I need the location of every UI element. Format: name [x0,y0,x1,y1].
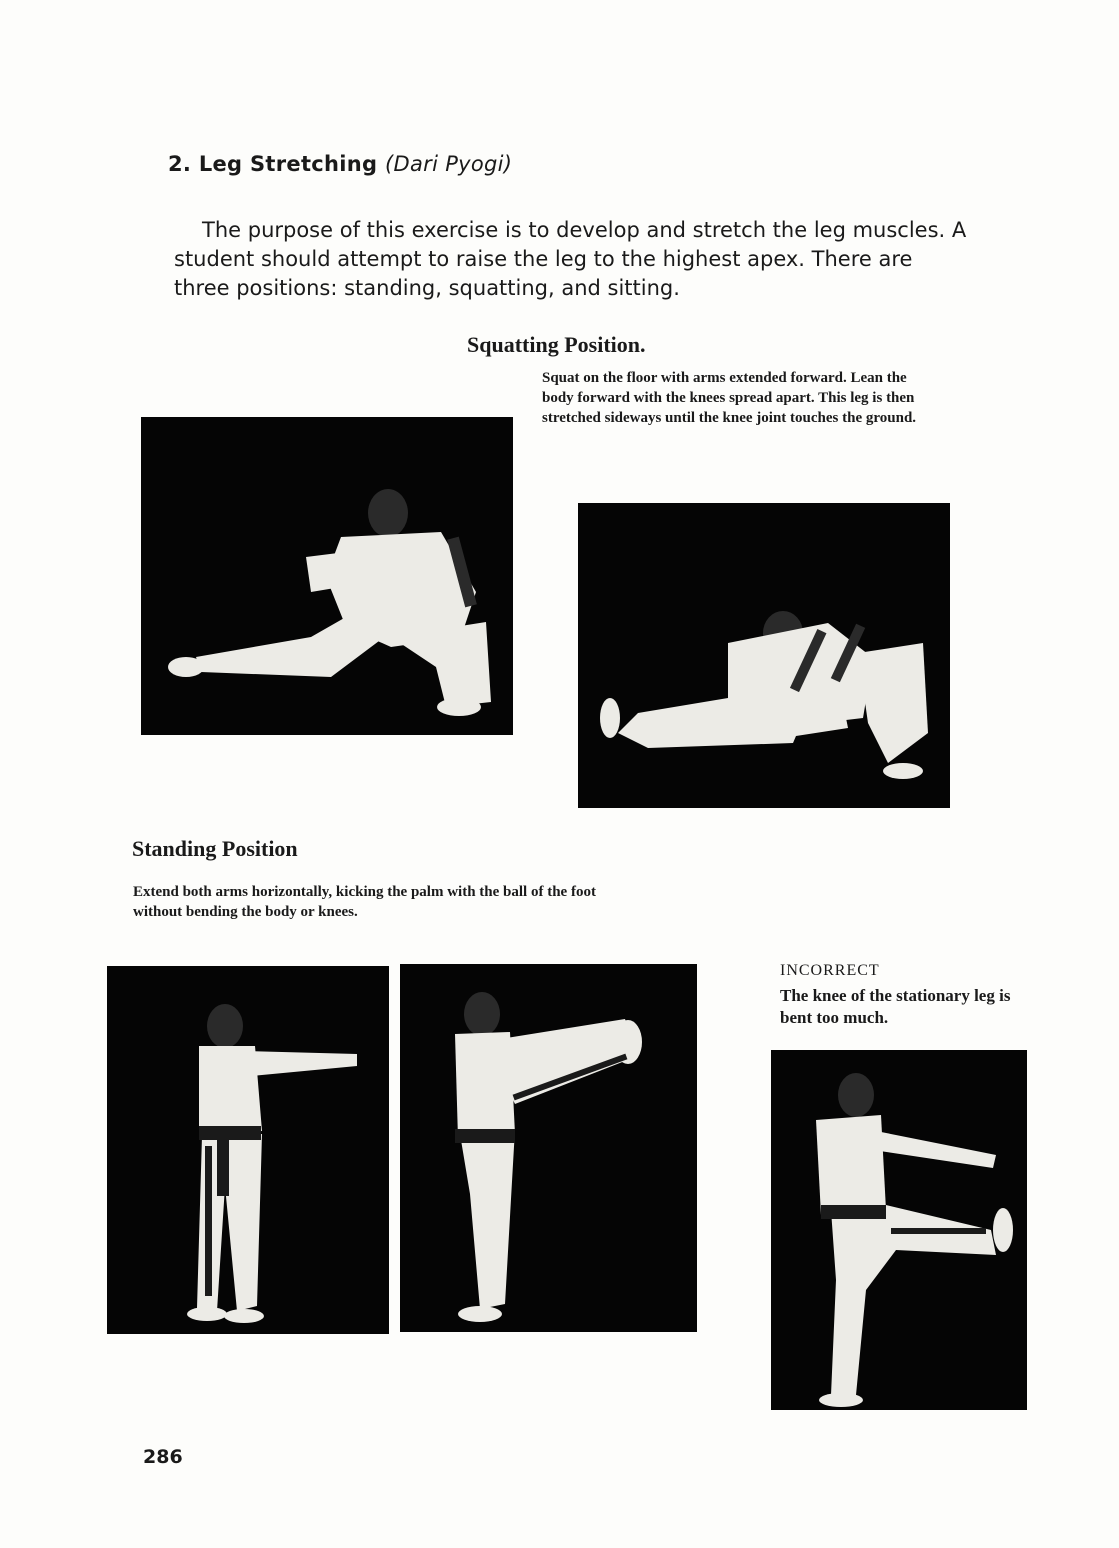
kick-figure-illustration [400,964,697,1332]
squatting-figure-illustration [141,417,513,735]
standing-photo-2 [400,964,697,1332]
standing-heading: Standing Position [132,836,298,861]
standing-caption: Extend both arms horizontally, kicking the palm with the ball of the foot without bending the body or knees. [133,884,596,920]
stretch-figure-illustration [578,503,950,808]
section-subtitle: (Dari Pyogi) [385,152,513,176]
standing-photo-1 [107,966,389,1334]
page-number: 286 [143,1446,183,1468]
incorrect-label: INCORRECT [780,962,880,979]
section-heading [168,152,512,176]
section-number: 2. [168,152,192,176]
squatting-photo-1 [141,417,513,735]
standing-figure-illustration [107,966,389,1334]
intro-paragraph: The purpose of this exercise is to develop and stretch the leg muscles. A student should attempt to raise the leg to the highest apex. There are three positions: standing, squatting, and sitting. [174,218,967,300]
incorrect-text: The knee of the stationary leg is bent too much. [780,986,1011,1027]
section-title: Leg Stretching [198,152,378,176]
incorrect-photo [771,1050,1027,1410]
squatting-heading: Squatting Position. [467,332,646,357]
squatting-caption: Squat on the floor with arms extended forward. Lean the body forward with the knees spread apart. This leg is then stretched sideways until the knee joint touches the ground. [542,370,917,426]
squatting-photo-2 [578,503,950,808]
incorrect-figure-illustration [771,1050,1027,1410]
